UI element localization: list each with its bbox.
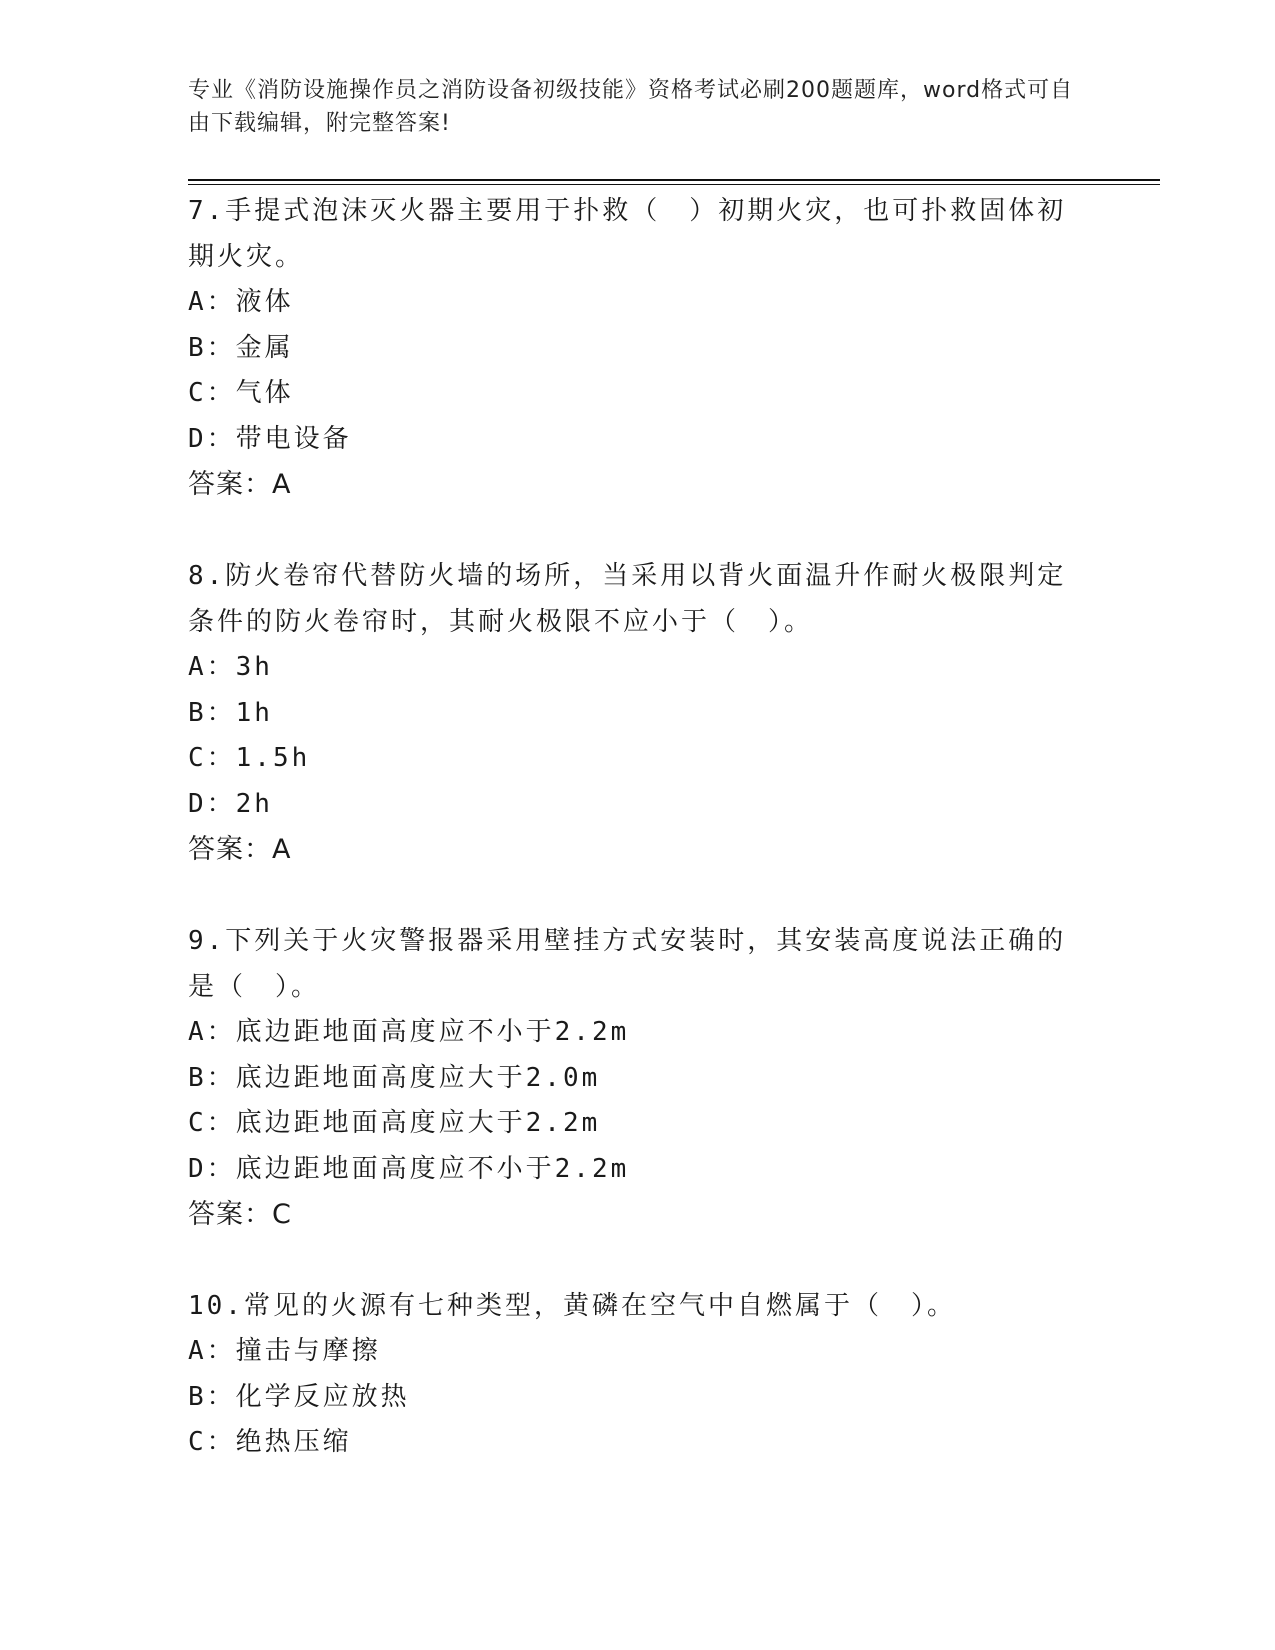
header-divider-thin bbox=[188, 184, 1160, 185]
question-8 bbox=[188, 553, 1088, 872]
question-stem: 10.常见的火源有七种类型，黄磷在空气中自燃属于（ ）。 bbox=[188, 1291, 956, 1321]
question-spacer bbox=[188, 872, 1088, 918]
option-d: D：2h bbox=[188, 788, 273, 819]
answer-line: 答案：C bbox=[188, 1199, 292, 1230]
document-header: 专业《消防设施操作员之消防设备初级技能》资格考试必刷200题题库，word格式可自由下载编辑，附完整答案! bbox=[188, 78, 1074, 136]
option-d: D：底边距地面高度应不小于2.2m bbox=[188, 1153, 630, 1184]
option-b: B：化学反应放热 bbox=[188, 1381, 410, 1412]
answer-line: 答案：A bbox=[188, 834, 292, 865]
option-b: B：底边距地面高度应大于2.0m bbox=[188, 1062, 601, 1093]
question-list bbox=[188, 188, 1088, 1466]
question-spacer bbox=[188, 507, 1088, 553]
question-stem: 7.手提式泡沫灭火器主要用于扑救（ ）初期火灾，也可扑救固体初期火灾。 bbox=[188, 196, 1067, 272]
option-b: B：金属 bbox=[188, 332, 294, 363]
question-stem: 9.下列关于火灾警报器采用壁挂方式安装时，其安装高度说法正确的是（ ）。 bbox=[188, 926, 1067, 1002]
question-spacer bbox=[188, 1237, 1088, 1283]
option-c: C：1.5h bbox=[188, 743, 311, 773]
option-a: A：3h bbox=[188, 652, 273, 682]
option-c: C：绝热压缩 bbox=[188, 1427, 352, 1457]
option-b: B：1h bbox=[188, 697, 273, 728]
question-10 bbox=[188, 1283, 1088, 1466]
option-c: C：气体 bbox=[188, 378, 294, 408]
option-a: A：液体 bbox=[188, 287, 294, 317]
question-9 bbox=[188, 918, 1088, 1237]
option-a: A：撞击与摩擦 bbox=[188, 1336, 381, 1366]
option-c: C：底边距地面高度应大于2.2m bbox=[188, 1108, 601, 1138]
option-d: D：带电设备 bbox=[188, 423, 352, 454]
question-7 bbox=[188, 188, 1088, 507]
option-a: A：底边距地面高度应不小于2.2m bbox=[188, 1017, 630, 1047]
answer-line: 答案：A bbox=[188, 469, 292, 500]
question-stem: 8.防火卷帘代替防火墙的场所，当采用以背火面温升作耐火极限判定条件的防火卷帘时，其耐火极限不应小于（ ）。 bbox=[188, 561, 1067, 637]
header-divider-thick bbox=[188, 179, 1160, 181]
